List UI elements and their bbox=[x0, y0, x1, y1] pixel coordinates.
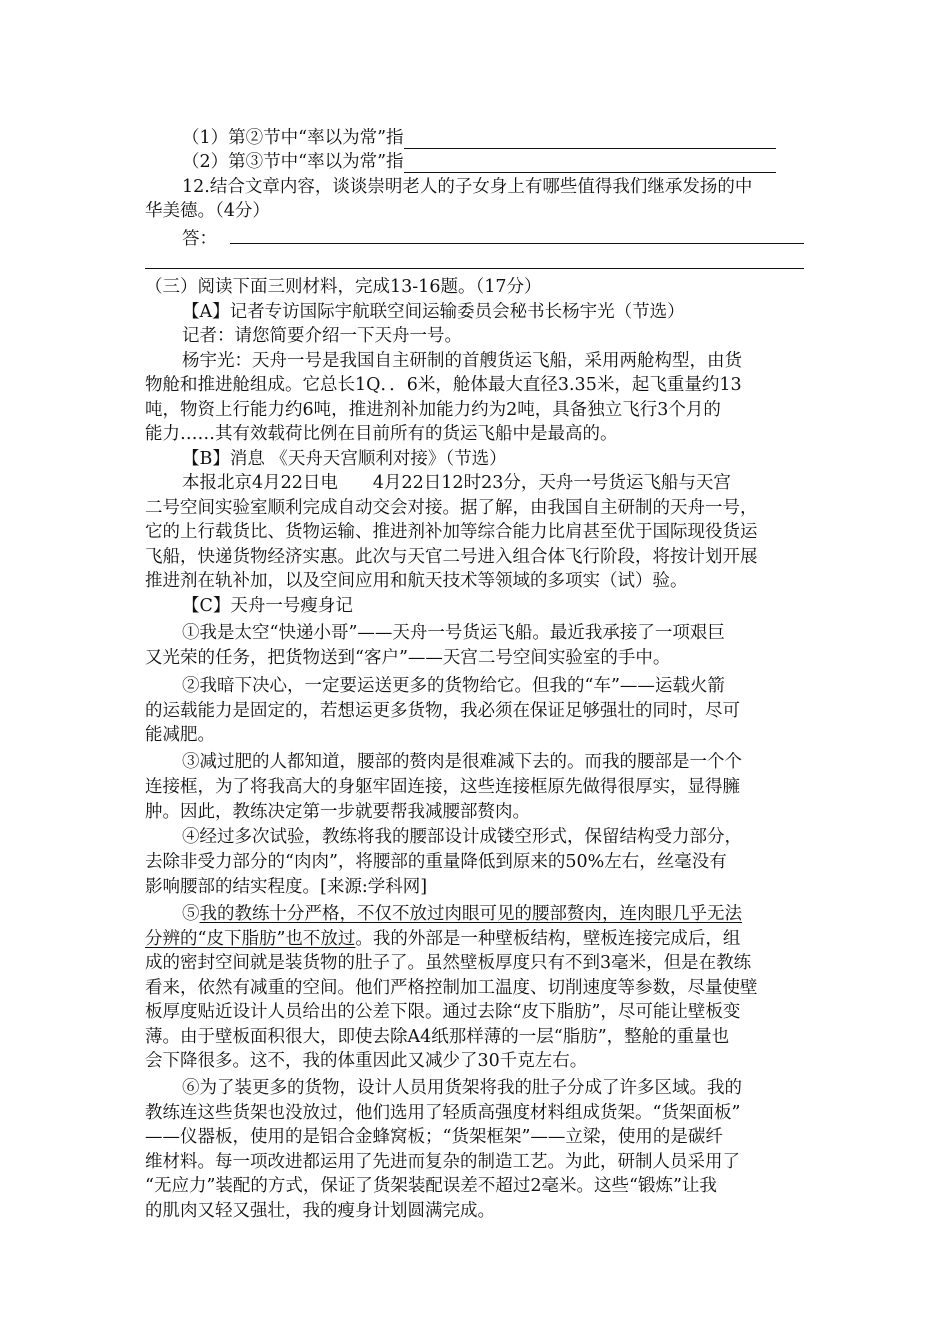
c-paragraph-1-line: ①我是太空“快递小哥”——天舟一号货运飞船。最近我承接了一项艰巨 bbox=[182, 623, 725, 643]
material-a-line: 杨宇光：天舟一号是我国自主研制的首艘货运飞船，采用两舱构型，由货 bbox=[182, 351, 742, 371]
c-paragraph-4-line: 去除非受力部分的“肉肉”，将腰部的重量降低到原来的50%左右，丝毫没有 bbox=[145, 852, 727, 872]
c-paragraph-5-line bbox=[145, 928, 740, 950]
c-paragraph-1-line: 又光荣的任务，把货物送到“客户”——天宫二号空间实验室的手中。 bbox=[145, 648, 671, 668]
q12-answer-blank-2[interactable] bbox=[145, 268, 804, 269]
material-b-line: 本报北京4月22日电 4月22日12时23分，天舟一号货运飞船与天宫 bbox=[182, 473, 731, 493]
q12-answer-blank-1[interactable] bbox=[230, 243, 804, 244]
c-paragraph-3-line: ③减过肥的人都知道，腰部的赘肉是很难减下去的。而我的腰部是一个个 bbox=[182, 752, 742, 772]
c-paragraph-2-line: 能减肥。 bbox=[145, 725, 215, 745]
c-paragraph-5-line: 薄。由于壁板面积很大，即使去除A4纸那样薄的一层“脂肪”，整舱的重量也 bbox=[145, 1027, 730, 1047]
material-b-title: 【B】消息 《天舟天宫顺利对接》（节选） bbox=[182, 449, 507, 469]
c-paragraph-5-line: 成的密封空间就是装货物的肚子了。虽然壁板厚度只有不到3毫米，但是在教练 bbox=[145, 953, 752, 973]
q11-sub2-text: （2）第③节中“率以为常”指 bbox=[182, 152, 404, 172]
q12-line2: 华美德。（4分） bbox=[145, 201, 270, 221]
material-a-line: 吨，物资上行能力约6吨，推进剂补加能力约为2吨，具备独立飞行3个月的 bbox=[145, 400, 721, 420]
material-a-title: 【A】记者专访国际宇航联空间运输委员会秘书长杨宇光（节选） bbox=[182, 302, 685, 322]
c-paragraph-6-line: 维材料。每一项改进都运用了先进而复杂的制造工艺。为此，研制人员采用了 bbox=[145, 1152, 740, 1172]
material-a-line: 物舱和推进舱组成。它总长1Q．．6米，舱体最大直径3.35米，起飞重量约13 bbox=[145, 375, 742, 395]
material-b-line: 推进剂在轨补加，以及空间应用和航天技术等领域的多项实（试）验。 bbox=[145, 571, 688, 591]
material-b-line: 二号空间实验室顺利完成自动交会对接。据了解，由我国自主研制的天舟一号， bbox=[145, 498, 758, 518]
c-paragraph-6-line: 的肌肉又轻又强壮，我的瘦身计划圆满完成。 bbox=[145, 1201, 495, 1221]
c-paragraph-4-line: ④经过多次试验，教练将我的腰部设计成镂空形式，保留结构受力部分， bbox=[182, 827, 742, 847]
c-paragraph-6-line: ——仪器板，使用的是铝合金蜂窝板；“货架框架”——立梁，使用的是碳纤 bbox=[145, 1127, 723, 1147]
material-a-question: 记者：请您简要介绍一下天舟一号。 bbox=[182, 326, 462, 346]
c-paragraph-6-line: 教练连这些货架也没放过，他们选用了轻质高强度材料组成货架。“货架面板” bbox=[145, 1103, 741, 1123]
q11-sub2 bbox=[182, 151, 776, 173]
q12-answer-label: 答： bbox=[182, 229, 217, 249]
c-paragraph-5-line bbox=[182, 903, 742, 925]
q11-sub1-blank[interactable] bbox=[404, 130, 776, 149]
q12-line1: 12.结合文章内容，谈谈崇明老人的子女身上有哪些值得我们继承发扬的中 bbox=[182, 177, 753, 197]
c-paragraph-6-line: ⑥为了装更多的货物，设计人员用货架将我的肚子分成了许多区域。我的 bbox=[182, 1078, 742, 1098]
underlined-sentence: 我的教练十分严格，不仅不放过肉眼可见的腰部赘肉，连肉眼几乎无法 bbox=[199, 904, 742, 924]
q11-sub2-blank[interactable] bbox=[404, 154, 776, 173]
section3-heading: （三）阅读下面三则材料，完成13-16题。（17分） bbox=[145, 277, 542, 297]
q11-sub1 bbox=[182, 127, 776, 149]
underlined-sentence: 分辨的“皮下脂肪”也不放过 bbox=[145, 929, 356, 949]
material-b-line: 飞船，快递货物经济实惠。此次与天官二号进入组合体飞行阶段，将按计划开展 bbox=[145, 547, 758, 567]
c-paragraph-2-line: 的运载能力是固定的，若想运更多货物，我必须在保证足够强壮的同时，尽可 bbox=[145, 701, 740, 721]
c-paragraph-3-line: 肿。因此，教练决定第一步就要帮我减腰部赘肉。 bbox=[145, 802, 530, 822]
c-paragraph-5-text: 。我的外部是一种壁板结构，壁板连接完成后，组 bbox=[355, 929, 741, 949]
c-paragraph-5-number: ⑤ bbox=[182, 904, 200, 924]
q11-sub1-text: （1）第②节中“率以为常”指 bbox=[182, 128, 404, 148]
c-paragraph-3-line: 连接框，为了将我高大的身躯牢固连接，这些连接框原先做得很厚实，显得臃 bbox=[145, 777, 740, 797]
material-a-line: 能力……其有效载荷比例在目前所有的货运飞船中是最高的。 bbox=[145, 424, 618, 444]
material-c-title: 【C】天舟一号瘦身记 bbox=[182, 596, 353, 616]
c-paragraph-6-line: “无应力”装配的方式，保证了货架装配误差不超过2毫米。这些“锻炼”让我 bbox=[145, 1176, 717, 1196]
material-b-line: 它的上行载货比、货物运输、推进剂补加等综合能力比肩甚至优于国际现役货运 bbox=[145, 522, 758, 542]
c-paragraph-4-line: 影响腰部的结实程度。[来源:学科网] bbox=[145, 877, 428, 897]
c-paragraph-2-line: ②我暗下决心，一定要运送更多的货物给它。但我的“车”——运载火箭 bbox=[182, 676, 725, 696]
c-paragraph-5-line: 会下降很多。这不，我的体重因此又减少了30千克左右。 bbox=[145, 1051, 588, 1071]
c-paragraph-5-line: 看来，依然有减重的空间。他们严格控制加工温度、切削速度等参数，尽量使壁 bbox=[145, 978, 758, 998]
c-paragraph-5-line: 板厚度贴近设计人员给出的公差下限。通过去除“皮下脂肪”，尽可能让壁板变 bbox=[145, 1002, 741, 1022]
